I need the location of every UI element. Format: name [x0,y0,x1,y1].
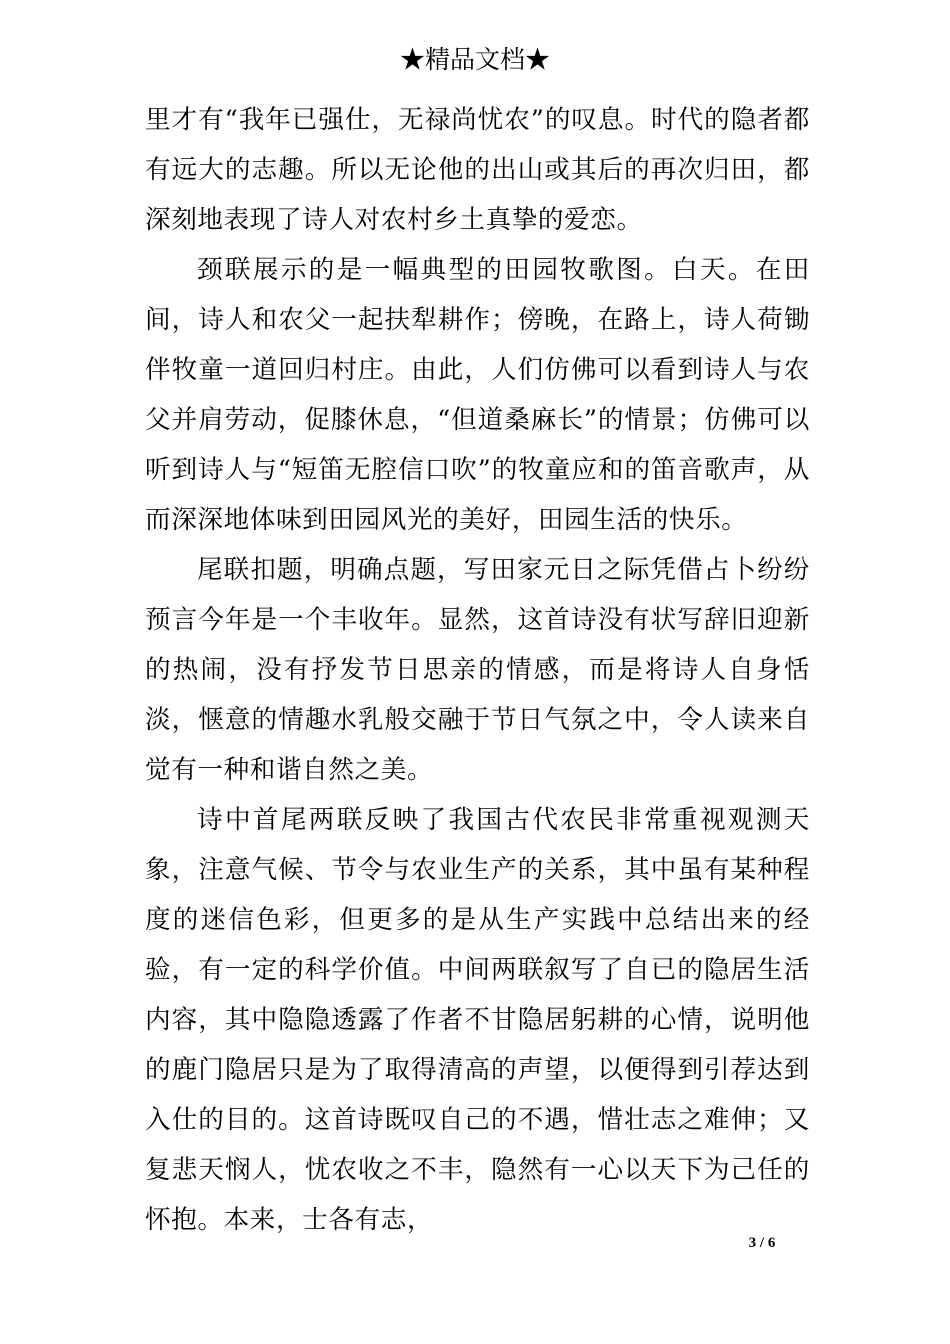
document-body [145,95,810,1245]
page-number: 3 / 6 [748,1235,776,1251]
paragraph: 尾联扣题，明确点题，写田家元日之际凭借占卜纷纷预言今年是一个丰收年。显然，这首诗没有状写辞旧迎新的热闹，没有抒发节日思亲的情感，而是将诗人自身恬淡，惬意的情趣水乳般交融于节日气氛之中，令人读来自觉有一种和谐自然之美。 [145,555,810,785]
paragraph: 颈联展示的是一幅典型的田园牧歌图。白天。在田间，诗人和农父一起扶犁耕作；傍晚，在路上，诗人荷锄伴牧童一道回归村庄。由此，人们仿佛可以看到诗人与农父并肩劳动，促膝休息，“但道桑麻长”的情景；仿佛可以听到诗人与“短笛无腔信口吹”的牧童应和的笛音歌声，从而深深地体味到田园风光的美好，田园生活的快乐。 [145,255,810,535]
paragraph: 诗中首尾两联反映了我国古代农民非常重视观测天象，注意气候、节令与农业生产的关系，其中虽有某种程度的迷信色彩，但更多的是从生产实践中总结出来的经验，有一定的科学价值。中间两联叙写了自已的隐居生活内容，其中隐隐透露了作者不甘隐居躬耕的心情，说明他的鹿门隐居只是为了取得清高的声望，以便得到引荐达到入仕的目的。这首诗既叹自己的不遇，惜壮志之难伸；又复悲天悯人，忧农收之不丰，隐然有一心以天下为己任的怀抱。本来，士各有志， [145,805,810,1235]
paragraph-continuation: 里才有“我年已强仕，无禄尚忧农”的叹息。时代的隐者都有远大的志趣。所以无论他的出山或其后的再次归田，都深刻地表现了诗人对农村乡土真挚的爱恋。 [145,105,810,235]
page-header: ★精品文档★ [399,45,550,74]
